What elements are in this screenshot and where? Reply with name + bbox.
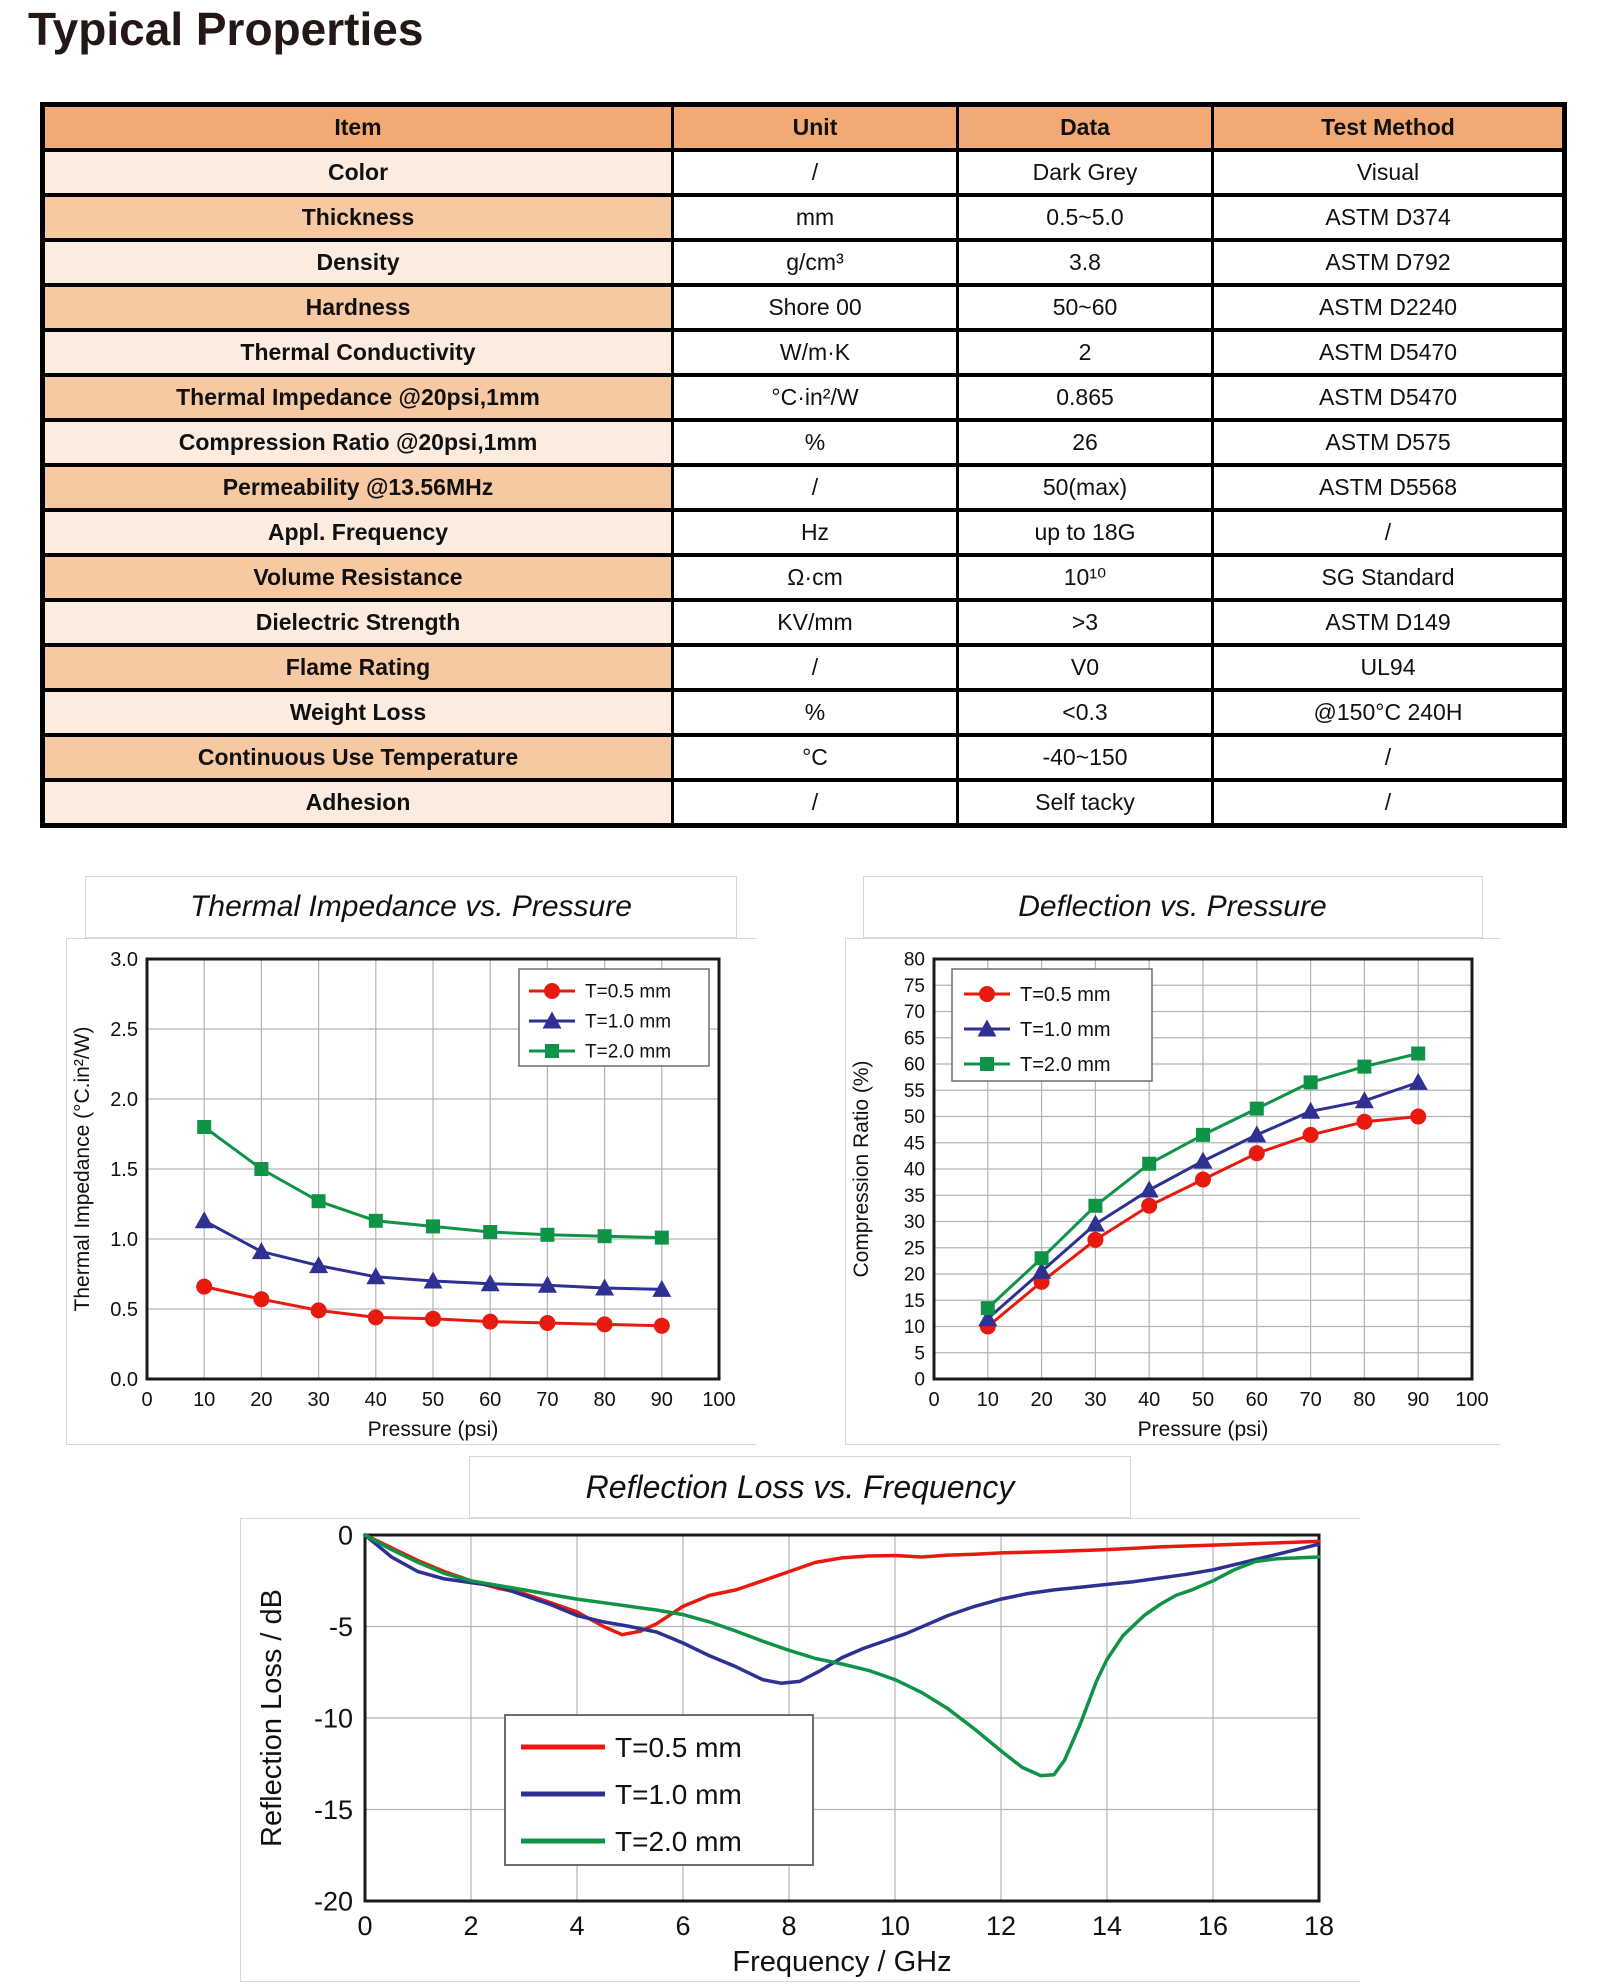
chart-plot-panel [66,938,756,1445]
test-method-cell: ASTM D575 [1213,420,1565,465]
table-row [43,690,1565,735]
x-tick-label: 90 [1407,1389,1430,1411]
y-tick-label: 70 [903,1002,925,1024]
legend-label: T=0.5 mm [1020,984,1111,1006]
x-tick-label: 70 [536,1389,559,1411]
legend-label: T=1.0 mm [615,1778,742,1810]
table-row [43,330,1565,375]
y-tick-label: 15 [903,1290,925,1312]
y-axis-label: Reflection Loss / dB [256,1589,288,1847]
x-tick-label: 10 [193,1389,216,1411]
table-row [43,285,1565,330]
unit-cell: Hz [673,510,958,555]
marker-circle [425,1311,441,1327]
marker-circle [482,1314,498,1330]
deflection-chart-svg [846,939,1501,1444]
table-row [43,600,1565,645]
table-row [43,555,1565,600]
marker-circle [253,1291,269,1307]
marker-square [1250,1102,1264,1116]
chart-reflection-loss [240,1456,1360,1982]
marker-square [540,1228,554,1242]
data-cell: 10¹⁰ [958,555,1213,600]
marker-square [1357,1060,1371,1074]
chart-thermal-impedance [66,876,756,1445]
table-row [43,735,1565,780]
x-tick-label: 14 [1091,1911,1123,1941]
data-cell: 0.865 [958,375,1213,420]
unit-cell: g/cm³ [673,240,958,285]
marker-circle [1410,1109,1426,1125]
item-cell: Thermal Conductivity [43,330,673,375]
marker-square [1142,1157,1156,1171]
x-tick-label: 12 [985,1911,1017,1941]
y-tick-label: -15 [313,1794,353,1825]
x-tick-label: 20 [250,1389,273,1411]
marker-square [1411,1047,1425,1061]
x-tick-label: 50 [1191,1389,1215,1411]
marker-square [1304,1075,1318,1089]
item-cell: Permeability @13.56MHz [43,465,673,510]
y-tick-label: 65 [903,1028,925,1050]
marker-square [655,1231,669,1245]
item-cell: Weight Loss [43,690,673,735]
marker-circle [1303,1127,1319,1143]
unit-cell: KV/mm [673,600,958,645]
test-method-cell: ASTM D792 [1213,240,1565,285]
data-cell: Dark Grey [958,150,1213,195]
table-row [43,780,1565,826]
reflection-loss-chart-svg [241,1519,1361,1981]
y-tick-label: 5 [914,1343,925,1365]
data-cell: 0.5~5.0 [958,195,1213,240]
y-tick-label: 25 [903,1238,925,1260]
marker-circle [1249,1145,1265,1161]
y-tick-label: 75 [903,975,925,997]
y-tick-label: 0 [914,1369,925,1391]
test-method-cell: SG Standard [1213,555,1565,600]
y-axis-label: Thermal Impedance (°C.in²/W) [71,1026,94,1312]
legend-label: T=2.0 mm [585,1041,672,1063]
legend-label: T=0.5 mm [615,1731,742,1763]
y-tick-label: 1.0 [110,1229,138,1251]
table-row [43,420,1565,465]
marker-circle [979,986,995,1002]
unit-cell: / [673,780,958,826]
y-tick-label: -10 [313,1703,353,1734]
unit-cell: / [673,465,958,510]
unit-cell: Shore 00 [673,285,958,330]
marker-square [1088,1199,1102,1213]
marker-square [1196,1128,1210,1142]
marker-square [369,1214,383,1228]
y-tick-label: -20 [313,1886,353,1917]
unit-cell: Ω·cm [673,555,958,600]
data-cell: up to 18G [958,510,1213,555]
unit-cell: % [673,690,958,735]
marker-circle [544,983,560,999]
y-tick-label: 55 [903,1080,925,1102]
table-row [43,645,1565,690]
test-method-cell: / [1213,735,1565,780]
data-cell: 50~60 [958,285,1213,330]
x-tick-label: 100 [702,1389,736,1411]
data-cell: Self tacky [958,780,1213,826]
test-method-cell: ASTM D2240 [1213,285,1565,330]
y-tick-label: 10 [903,1317,925,1339]
y-tick-label: 45 [903,1133,925,1155]
table-row [43,150,1565,195]
x-tick-label: 100 [1455,1389,1489,1411]
marker-square [980,1057,994,1071]
x-tick-label: 70 [1299,1389,1322,1411]
item-cell: Thermal Impedance @20psi,1mm [43,375,673,420]
x-tick-label: 80 [593,1389,616,1411]
unit-cell: / [673,150,958,195]
test-method-cell: ASTM D149 [1213,600,1565,645]
chart-title: Reflection Loss vs. Frequency [469,1456,1131,1518]
unit-cell: W/m·K [673,330,958,375]
table-row [43,195,1565,240]
x-tick-label: 6 [675,1911,691,1941]
item-cell: Volume Resistance [43,555,673,600]
data-cell: V0 [958,645,1213,690]
marker-circle [1356,1114,1372,1130]
column-header: Unit [673,105,958,151]
marker-circle [597,1316,613,1332]
marker-square [426,1219,440,1233]
test-method-cell: / [1213,510,1565,555]
chart-title: Thermal Impedance vs. Pressure [85,876,737,938]
x-tick-label: 60 [1245,1389,1268,1411]
y-tick-label: 0.5 [110,1299,138,1321]
y-tick-label: 20 [903,1264,925,1286]
marker-circle [539,1315,555,1331]
x-tick-label: 90 [650,1389,673,1411]
x-tick-label: 16 [1197,1911,1229,1941]
test-method-cell: @150°C 240H [1213,690,1565,735]
marker-circle [196,1279,212,1295]
item-cell: Flame Rating [43,645,673,690]
y-tick-label: 80 [903,949,925,971]
legend-label: T=1.0 mm [585,1011,672,1033]
marker-square [598,1229,612,1243]
data-cell: <0.3 [958,690,1213,735]
table-row [43,465,1565,510]
x-tick-label: 50 [421,1389,445,1411]
item-cell: Density [43,240,673,285]
marker-circle [1195,1172,1211,1188]
table-row [43,240,1565,285]
data-cell: 26 [958,420,1213,465]
legend-label: T=0.5 mm [585,981,672,1003]
y-tick-label: 3.0 [110,949,138,971]
column-header: Data [958,105,1213,151]
y-tick-label: 0 [337,1520,353,1551]
marker-square [1035,1251,1049,1265]
data-cell: -40~150 [958,735,1213,780]
chart-plot-panel [240,1518,1360,1982]
table-row [43,375,1565,420]
unit-cell: / [673,645,958,690]
data-cell: 50(max) [958,465,1213,510]
x-tick-label: 8 [781,1911,797,1941]
y-tick-label: -5 [328,1611,353,1642]
y-tick-label: 2.5 [110,1019,138,1041]
item-cell: Thickness [43,195,673,240]
x-tick-label: 30 [307,1389,330,1411]
test-method-cell: ASTM D5470 [1213,375,1565,420]
column-header: Test Method [1213,105,1565,151]
x-tick-label: 0 [141,1389,153,1411]
item-cell: Continuous Use Temperature [43,735,673,780]
x-tick-label: 0 [928,1389,940,1411]
marker-square [197,1120,211,1134]
marker-square [981,1301,995,1315]
properties-table [40,102,1567,828]
test-method-cell: ASTM D5568 [1213,465,1565,510]
typical-properties-table [40,102,1562,828]
column-header: Item [43,105,673,151]
x-tick-label: 60 [479,1389,502,1411]
x-tick-label: 30 [1084,1389,1107,1411]
marker-square [254,1162,268,1176]
item-cell: Appl. Frequency [43,510,673,555]
x-tick-label: 40 [1138,1389,1161,1411]
item-cell: Compression Ratio @20psi,1mm [43,420,673,465]
marker-square [483,1225,497,1239]
test-method-cell: / [1213,780,1565,826]
x-tick-label: 80 [1353,1389,1376,1411]
marker-circle [368,1309,384,1325]
x-tick-label: 20 [1030,1389,1053,1411]
x-tick-label: 10 [879,1911,911,1941]
item-cell: Adhesion [43,780,673,826]
x-tick-label: 18 [1303,1911,1335,1941]
chart-title: Deflection vs. Pressure [863,876,1483,938]
x-tick-label: 10 [976,1389,999,1411]
item-cell: Dielectric Strength [43,600,673,645]
data-cell: 3.8 [958,240,1213,285]
y-axis-label: Compression Ratio (%) [850,1060,873,1278]
unit-cell: °C·in²/W [673,375,958,420]
test-method-cell: Visual [1213,150,1565,195]
test-method-cell: ASTM D5470 [1213,330,1565,375]
x-axis-label: Pressure (psi) [1137,1418,1269,1441]
marker-circle [654,1318,670,1334]
data-cell: >3 [958,600,1213,645]
y-tick-label: 1.5 [110,1159,138,1181]
legend-label: T=1.0 mm [1020,1019,1111,1041]
legend-label: T=2.0 mm [615,1825,742,1857]
table-header-row [43,105,1565,151]
table-row [43,510,1565,555]
y-tick-label: 0.0 [110,1369,138,1391]
x-axis-label: Frequency / GHz [732,1946,952,1978]
x-tick-label: 2 [463,1911,479,1941]
marker-square [545,1044,559,1058]
marker-circle [311,1302,327,1318]
x-tick-label: 4 [569,1911,585,1941]
y-tick-label: 60 [903,1054,925,1076]
y-tick-label: 40 [903,1159,925,1181]
marker-circle [1087,1232,1103,1248]
x-tick-label: 40 [364,1389,387,1411]
test-method-cell: UL94 [1213,645,1565,690]
marker-circle [1141,1198,1157,1214]
y-tick-label: 2.0 [110,1089,138,1111]
marker-square [312,1194,326,1208]
legend-label: T=2.0 mm [1020,1054,1111,1076]
test-method-cell: ASTM D374 [1213,195,1565,240]
y-tick-label: 30 [903,1212,925,1234]
chart-deflection [845,876,1500,1445]
data-cell: 2 [958,330,1213,375]
chart-plot-panel [845,938,1500,1445]
thermal-impedance-chart-svg [67,939,757,1444]
properties-table-body [43,150,1565,826]
item-cell: Color [43,150,673,195]
y-tick-label: 35 [903,1185,925,1207]
unit-cell: mm [673,195,958,240]
unit-cell: % [673,420,958,465]
x-tick-label: 0 [357,1911,373,1941]
unit-cell: °C [673,735,958,780]
page-title: Typical Properties [28,3,424,55]
item-cell: Hardness [43,285,673,330]
y-tick-label: 50 [903,1107,925,1129]
x-axis-label: Pressure (psi) [367,1418,499,1441]
